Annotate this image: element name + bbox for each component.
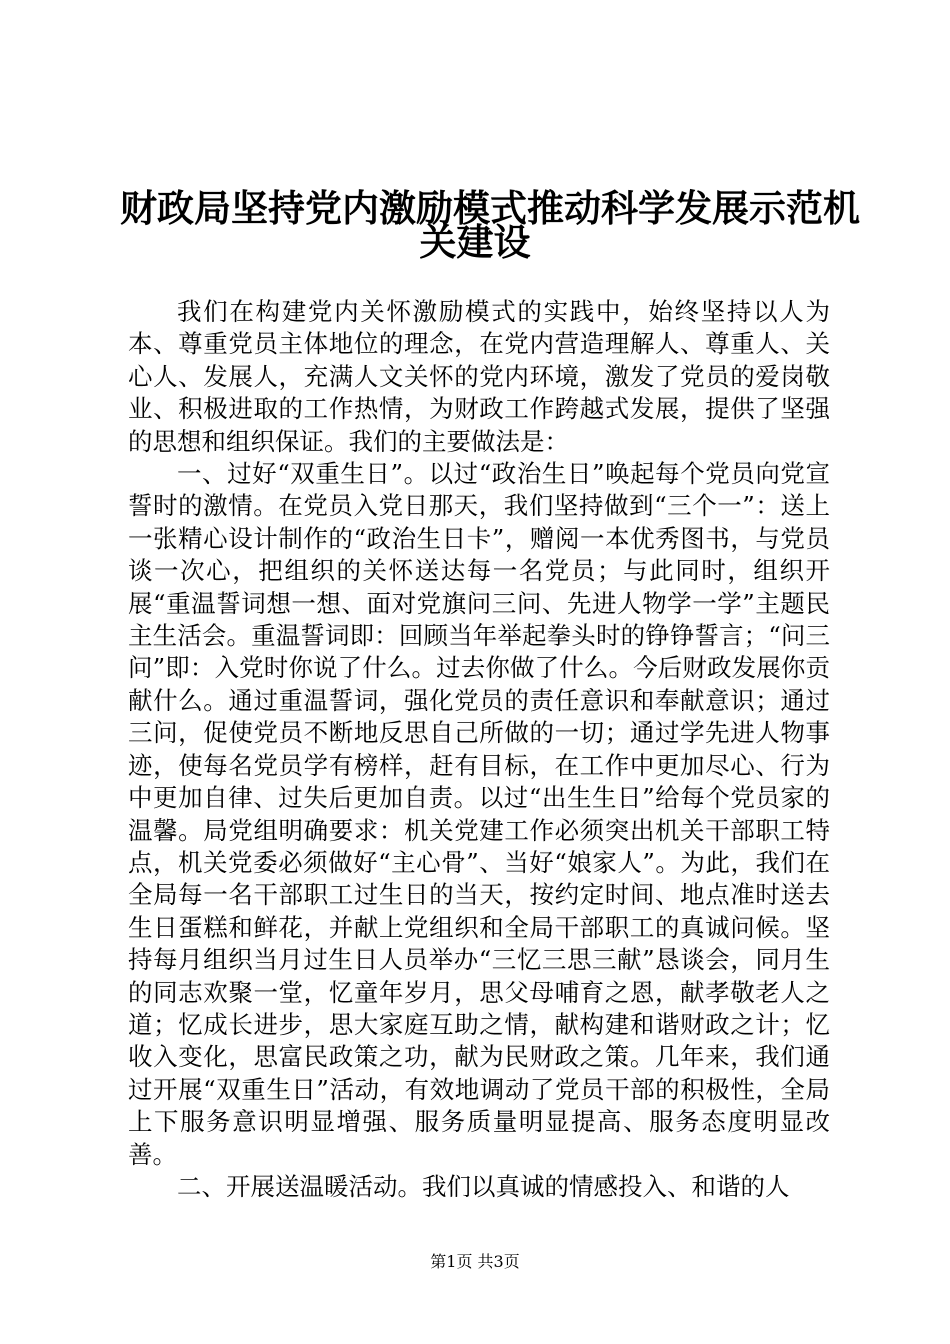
paragraph-section-1: 一、过好“双重生日”。以过“政治生日”唤起每个党员向党宣誓时的激情。在党员入党日那天，我们坚持做到“三个一”：送上一张精心设计制作的“政治生日卡”，赠阅一本优秀图书，与党员谈一次心，把组织的关怀送达每一名党员；与此同时，组织开展“重温誓词想一想、面对党旗问三问、先进人物学一学”主题民主生活会。重温誓词即：回顾当年举起拳头时的铮铮誓言；“问三问”即：入党时你说了什么。过去你做了什么。今后财政发展你贡献什么。通过重温誓词，强化党员的责任意识和奉献意识；通过三问，促使党员不断地反思自己所做的一切；通过学先进人物事迹，使每名党员学有榜样，赶有目标，在工作中更加尽心、行为中更加自律、过失后更加自责。以过“出生生日”给每个党员家的温馨。局党组明确要求：机关党建工作必须突出机关干部职工特点，机关党委必须做好“主心骨”、当好“娘家人”。为此，我们在全局每一名干部职工过生日的当天，按约定时间、地点准时送去生日蛋糕和鲜花，并献上党组织和全局干部职工的真诚问候。坚持每月组织当月过生日人员举办“三忆三思三献”恳谈会，同月生的同志欢聚一堂，忆童年岁月，思父母哺育之恩，献孝敬老人之道；忆成长进步，思大家庭互助之情，献构建和谐财政之计；忆收入变化，思富民政策之功，献为民财政之策。几年来，我们通过开展“双重生日”活动，有效地调动了党员干部的积极性，全局上下服务意识明显增强、服务质量明显提高、服务态度明显改善。 [128, 459, 830, 1169]
document-title-line-2: 关建设 [419, 220, 531, 264]
document-title-line-1: 财政局坚持党内激励模式推动科学发展示范机 [120, 186, 860, 230]
paragraph-intro: 我们在构建党内关怀激励模式的实践中，始终坚持以人为本、尊重党员主体地位的理念，在党内营造理解人、尊重人、关心人、发展人，充满人文关怀的党内环境，激发了党员的爱岗敬业、积极进取的工作热情，为财政工作跨越式发展，提供了坚强的思想和组织保证。我们的主要做法是： [128, 297, 830, 456]
paragraph-section-2: 二、开展送温暖活动。我们以真诚的情感投入、和谐的人 [177, 1171, 790, 1201]
page-footer: 第1页 共3页 [430, 1252, 520, 1271]
document-body [128, 296, 830, 1203]
